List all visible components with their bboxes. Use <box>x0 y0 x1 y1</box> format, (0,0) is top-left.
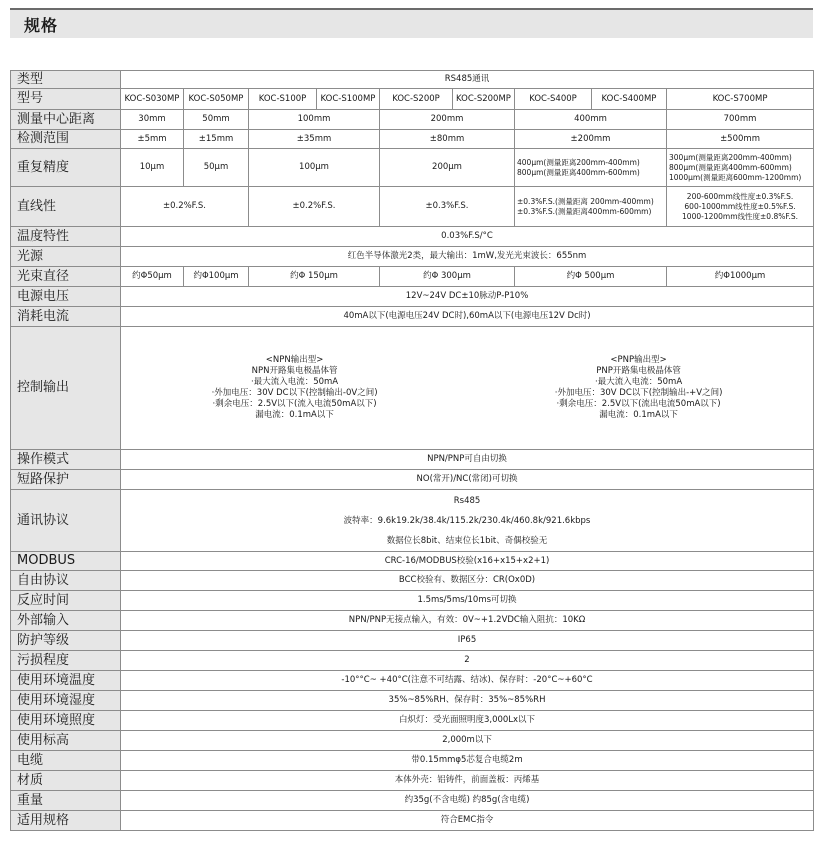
label-material: 材质 <box>11 771 121 791</box>
linearity-cell: ±0.2%F.S. <box>249 187 380 227</box>
range-cell: ±500mm <box>667 130 814 149</box>
row-model <box>11 89 814 110</box>
linearity-cell <box>667 187 814 227</box>
label-standard: 适用规格 <box>11 811 121 831</box>
distance-cell: 30mm <box>121 110 184 130</box>
label-cable: 电缆 <box>11 751 121 771</box>
value-type: RS485通讯 <box>121 71 814 89</box>
label-env-hum: 使用环境湿度 <box>11 691 121 711</box>
linearity-cell <box>515 187 667 227</box>
row-comm <box>11 490 814 552</box>
value-free: BCC校验有、数据区分：CR(Ox0D) <box>121 571 814 591</box>
row-range <box>11 130 814 149</box>
label-linearity: 直线性 <box>11 187 121 227</box>
beam-cell: 约Φ 150μm <box>249 267 380 287</box>
pnp-line: ·最大流入电流：50mA <box>595 377 683 387</box>
value-protection: IP65 <box>121 631 814 651</box>
label-altitude: 使用标高 <box>11 731 121 751</box>
row-pollution <box>11 651 814 671</box>
row-mode <box>11 450 814 470</box>
pnp-line: 漏电流：0.1mA以下 <box>599 410 678 420</box>
row-beam <box>11 267 814 287</box>
label-beam: 光束直径 <box>11 267 121 287</box>
linearity-line: ±0.3%F.S.(测量距离 200mm-400mm) <box>517 196 654 206</box>
label-range: 检测范围 <box>11 130 121 149</box>
linearity-line: 600-1000mm线性度±0.5%F.S. <box>684 201 796 211</box>
npn-line: ·外加电压：30V DC以下(控制输出-0V之间) <box>211 388 378 398</box>
repeat-line: 800μm(测量距离400mm-600mm) <box>517 167 640 177</box>
label-model: 型号 <box>11 89 121 110</box>
model-cell: KOC-S200P <box>380 89 453 110</box>
repeat-cell <box>667 149 814 187</box>
label-env-temp: 使用环境温度 <box>11 671 121 691</box>
value-response: 1.5ms/5ms/10ms可切换 <box>121 591 814 611</box>
label-comm: 通讯协议 <box>11 490 121 552</box>
row-standard <box>11 811 814 831</box>
label-weight: 重量 <box>11 791 121 811</box>
row-material <box>11 771 814 791</box>
row-type <box>11 71 814 89</box>
value-modbus: CRC-16/MODBUS校验(x16+x15+x2+1) <box>121 552 814 571</box>
value-env-temp: -10°°C~ +40°C(注意不可结露、结冰)、保存时：-20°C~+60°C <box>121 671 814 691</box>
repeat-cell: 100μm <box>249 149 380 187</box>
row-modbus <box>11 552 814 571</box>
model-cell: KOC-S050MP <box>184 89 249 110</box>
value-material: 本体外壳：铝铸件，前面盖板：丙烯基 <box>121 771 814 791</box>
label-mode: 操作模式 <box>11 450 121 470</box>
row-weight <box>11 791 814 811</box>
row-protection <box>11 631 814 651</box>
range-cell: ±15mm <box>184 130 249 149</box>
npn-line: ·最大流入电流：50mA <box>251 377 339 387</box>
row-temp <box>11 227 814 247</box>
range-cell: ±5mm <box>121 130 184 149</box>
row-env-hum <box>11 691 814 711</box>
npn-line: <NPN输出型> <box>265 355 324 365</box>
distance-cell: 200mm <box>380 110 515 130</box>
value-light: 红色半导体激光2类，最大输出：1mW,发光光束波长：655nm <box>121 247 814 267</box>
repeat-cell: 10μm <box>121 149 184 187</box>
repeat-line: 300μm(测量距离200mm-400mm) <box>669 152 792 162</box>
row-linearity <box>11 187 814 227</box>
row-env-temp <box>11 671 814 691</box>
range-cell: ±35mm <box>249 130 380 149</box>
row-free <box>11 571 814 591</box>
row-input <box>11 611 814 631</box>
value-mode: NPN/PNP可自由切换 <box>121 450 814 470</box>
row-distance <box>11 110 814 130</box>
value-altitude: 2,000m以下 <box>121 731 814 751</box>
value-weight: 约35g(不含电缆) 约85g(含电缆) <box>121 791 814 811</box>
pnp-line: ·外加电压：30V DC以下(控制输出-+V之间) <box>554 388 723 398</box>
label-current: 消耗电流 <box>11 307 121 327</box>
value-cable: 带0.15mmφ5芯复合电缆2m <box>121 751 814 771</box>
linearity-line: 200-600mm线性度±0.3%F.S. <box>686 191 794 201</box>
value-control <box>121 327 814 450</box>
value-current: 40mA以下(电源电压24V DC时),60mA以下(电源电压12V Dc时) <box>121 307 814 327</box>
beam-cell: 约Φ50μm <box>121 267 184 287</box>
value-voltage: 12V~24V DC±10脉动P-P10% <box>121 287 814 307</box>
range-cell: ±200mm <box>515 130 667 149</box>
value-input: NPN/PNP无接点输入，有效：0V~+1.2VDC输入阻抗：10KΩ <box>121 611 814 631</box>
label-response: 反应时间 <box>11 591 121 611</box>
comm-line: 波特率：9.6k19.2k/38.4k/115.2k/230.4k/460.8k/921.6kbps <box>343 515 591 526</box>
linearity-line: ±0.3%F.S.(测量距离400mm-600mm) <box>517 206 652 216</box>
model-cell: KOC-S100MP <box>317 89 380 110</box>
model-cell: KOC-S200MP <box>453 89 515 110</box>
row-current <box>11 307 814 327</box>
value-temp: 0.03%F.S/°C <box>121 227 814 247</box>
npn-line: NPN开路集电极晶体管 <box>251 366 338 376</box>
comm-line: Rs485 <box>453 495 481 506</box>
pnp-block <box>555 355 723 421</box>
model-cell: KOC-S030MP <box>121 89 184 110</box>
row-response <box>11 591 814 611</box>
model-cell: KOC-S400P <box>515 89 592 110</box>
row-repeat <box>11 149 814 187</box>
label-short: 短路保护 <box>11 470 121 490</box>
value-comm <box>121 490 814 552</box>
beam-cell: 约Φ1000μm <box>667 267 814 287</box>
distance-cell: 400mm <box>515 110 667 130</box>
beam-cell: 约Φ 300μm <box>380 267 515 287</box>
label-type: 类型 <box>11 71 121 89</box>
section-header <box>10 8 813 38</box>
label-light: 光源 <box>11 247 121 267</box>
repeat-line: 1000μm(测量距离600mm-1200mm) <box>669 172 802 182</box>
label-control: 控制输出 <box>11 327 121 450</box>
row-altitude <box>11 731 814 751</box>
repeat-cell: 200μm <box>380 149 515 187</box>
pnp-line: ·剩余电压：2.5V以下(流出电流50mA以下) <box>556 399 721 409</box>
npn-line: 漏电流：0.1mA以下 <box>255 410 334 420</box>
row-control <box>11 327 814 450</box>
comm-line: 数据位长8bit、结束位长1bit、奇偶校验无 <box>386 535 548 546</box>
distance-cell: 700mm <box>667 110 814 130</box>
label-voltage: 电源电压 <box>11 287 121 307</box>
label-repeat: 重复精度 <box>11 149 121 187</box>
label-input: 外部输入 <box>11 611 121 631</box>
model-cell: KOC-S700MP <box>667 89 814 110</box>
npn-line: ·剩余电压：2.5V以下(流入电流50mA以下) <box>212 399 377 409</box>
model-cell: KOC-S400MP <box>592 89 667 110</box>
page-title: 规格 <box>24 16 59 35</box>
linearity-cell: ±0.3%F.S. <box>380 187 515 227</box>
linearity-cell: ±0.2%F.S. <box>121 187 249 227</box>
range-cell: ±80mm <box>380 130 515 149</box>
label-modbus: MODBUS <box>11 552 121 571</box>
label-distance: 测量中心距离 <box>11 110 121 130</box>
value-env-light: 白炽灯：受光面照明度3,000Lx以下 <box>121 711 814 731</box>
row-voltage <box>11 287 814 307</box>
value-env-hum: 35%~85%RH、保存时：35%~85%RH <box>121 691 814 711</box>
repeat-cell: 50μm <box>184 149 249 187</box>
model-cell: KOC-S100P <box>249 89 317 110</box>
label-pollution: 污损程度 <box>11 651 121 671</box>
label-temp: 温度特性 <box>11 227 121 247</box>
row-short <box>11 470 814 490</box>
row-cable <box>11 751 814 771</box>
pnp-line: <PNP输出型> <box>610 355 667 365</box>
beam-cell: 约Φ100μm <box>184 267 249 287</box>
beam-cell: 约Φ 500μm <box>515 267 667 287</box>
row-light <box>11 247 814 267</box>
label-protection: 防护等级 <box>11 631 121 651</box>
spec-table <box>10 70 814 831</box>
distance-cell: 100mm <box>249 110 380 130</box>
pnp-line: PNP开路集电极晶体管 <box>596 366 681 376</box>
repeat-line: 800μm(测量距离400mm-600mm) <box>669 162 792 172</box>
linearity-line: 1000-1200mm线性度±0.8%F.S. <box>682 211 798 221</box>
distance-cell: 50mm <box>184 110 249 130</box>
label-env-light: 使用环境照度 <box>11 711 121 731</box>
repeat-cell <box>515 149 667 187</box>
label-free: 自由协议 <box>11 571 121 591</box>
value-standard: 符合EMC指令 <box>121 811 814 831</box>
npn-block <box>212 355 378 421</box>
row-env-light <box>11 711 814 731</box>
value-pollution: 2 <box>121 651 814 671</box>
value-short: NO(常开)/NC(常闭)可切换 <box>121 470 814 490</box>
repeat-line: 400μm(测量距离200mm-400mm) <box>517 157 640 167</box>
